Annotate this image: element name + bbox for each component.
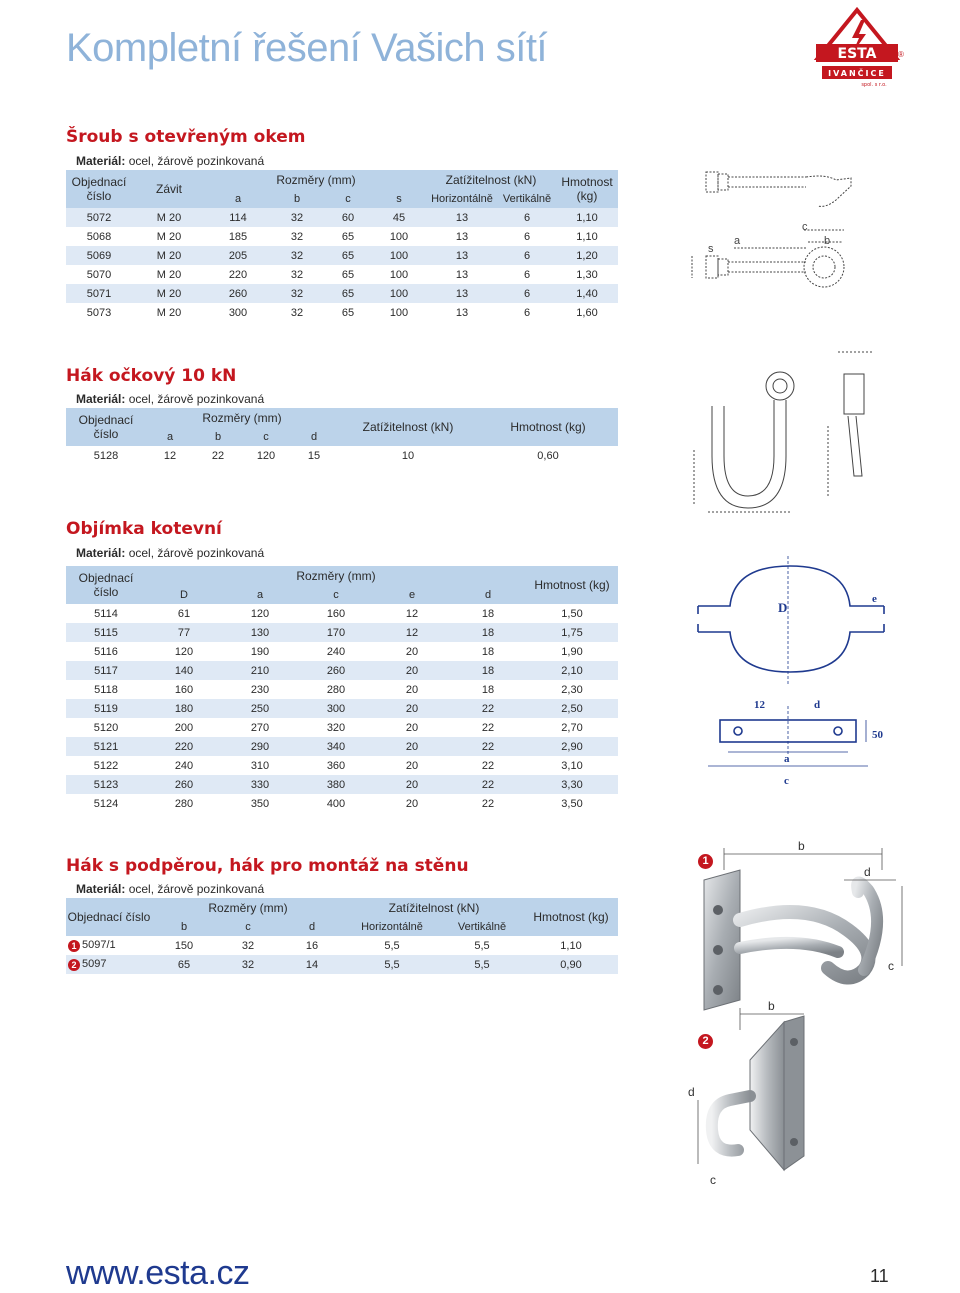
- cell-order: 5119: [66, 699, 146, 718]
- table-cell: 340: [298, 737, 374, 756]
- table-cell: M 20: [132, 246, 206, 265]
- header-order: Objednací číslo: [66, 898, 152, 936]
- table-cell: 100: [372, 284, 426, 303]
- table-cell: 65: [324, 265, 372, 284]
- material-value: ocel, žárově pozinkovaná: [128, 392, 265, 406]
- header-a: a: [146, 427, 194, 446]
- table-row: [66, 227, 618, 246]
- table-objimka: [66, 566, 618, 813]
- table-cell: 205: [206, 246, 270, 265]
- table-cell: 20: [374, 680, 450, 699]
- table-cell: 6: [498, 208, 556, 227]
- table-cell: 130: [222, 623, 298, 642]
- header-c: c: [298, 585, 374, 604]
- table-cell: 200: [146, 718, 222, 737]
- table-cell: 6: [498, 227, 556, 246]
- header-e: e: [374, 585, 450, 604]
- table-hak-podpera: [66, 898, 618, 974]
- cell-horizontal: 5,5: [344, 955, 440, 974]
- badge-2: 2: [68, 959, 80, 971]
- cell-order: 5072: [66, 208, 132, 227]
- header-vertical: Vertikálně: [498, 189, 556, 208]
- header-horizontal: Horizontálně: [426, 189, 498, 208]
- photo1-label-c: c: [888, 959, 894, 973]
- header-order: Objednací číslo: [66, 566, 146, 604]
- cell-order: 5071: [66, 284, 132, 303]
- table-cell: 20: [374, 794, 450, 813]
- photo-badge-1: 1: [698, 854, 713, 869]
- cell-weight: 1,10: [524, 936, 618, 955]
- table-row: [66, 265, 618, 284]
- cell-order: 5097/1: [82, 939, 116, 952]
- table-cell: 120: [242, 446, 290, 465]
- header-load: Zatížitelnost (kN): [426, 170, 556, 189]
- table-cell: 300: [298, 699, 374, 718]
- cell-order: 5120: [66, 718, 146, 737]
- table-cell: 260: [206, 284, 270, 303]
- table-cell: 13: [426, 303, 498, 322]
- table-cell: 22: [450, 794, 526, 813]
- cell-order: 5121: [66, 737, 146, 756]
- material-value: ocel, žárově pozinkovaná: [128, 546, 265, 560]
- table-cell: 32: [270, 227, 324, 246]
- table-cell: 32: [270, 284, 324, 303]
- photo2-label-d: d: [688, 1085, 695, 1099]
- header-vertical: Vertikálně: [440, 917, 524, 936]
- table-cell: 140: [146, 661, 222, 680]
- table-cell: 280: [146, 794, 222, 813]
- table-cell: 330: [222, 775, 298, 794]
- table-cell: 290: [222, 737, 298, 756]
- table-cell: 260: [298, 661, 374, 680]
- table-cell: 3,10: [526, 756, 618, 775]
- table-cell: 1,20: [556, 246, 618, 265]
- cell-order: 5068: [66, 227, 132, 246]
- page-number: 11: [870, 1266, 889, 1286]
- table-cell: 18: [450, 661, 526, 680]
- drawing-label-c: c: [802, 221, 808, 233]
- table-cell: 15: [290, 446, 338, 465]
- table-cell: 380: [298, 775, 374, 794]
- table-cell: 185: [206, 227, 270, 246]
- table-cell: 280: [298, 680, 374, 699]
- cell-c: 32: [216, 936, 280, 955]
- table-hak-podpera-body: [66, 936, 618, 974]
- table-row: [66, 623, 618, 642]
- table-cell: 22: [450, 775, 526, 794]
- table-cell: 2,30: [526, 680, 618, 699]
- table-cell: 6: [498, 303, 556, 322]
- table-cell: 18: [450, 642, 526, 661]
- table-cell: 100: [372, 227, 426, 246]
- table-cell: 18: [450, 623, 526, 642]
- table-cell: 32: [270, 208, 324, 227]
- photo-hak-podpera-2: [680, 1000, 860, 1200]
- table-cell: 2,70: [526, 718, 618, 737]
- table-cell: 250: [222, 699, 298, 718]
- badge-1: 1: [68, 940, 80, 952]
- table-cell: 6: [498, 246, 556, 265]
- drawing-label-b: b: [824, 235, 831, 247]
- table-cell: 22: [450, 718, 526, 737]
- table-row: [66, 661, 618, 680]
- table-cell: 360: [298, 756, 374, 775]
- table-cell: 1,10: [556, 208, 618, 227]
- table-cell: 300: [206, 303, 270, 322]
- photo1-label-b: b: [798, 839, 805, 853]
- table-cell: 350: [222, 794, 298, 813]
- header-a: a: [206, 189, 270, 208]
- cell-order: 5124: [66, 794, 146, 813]
- table-row: [66, 604, 618, 623]
- drawing-label-a: a: [734, 235, 741, 247]
- table-cell: 20: [374, 699, 450, 718]
- section-title-sroub: Šroub s otevřeným okem: [66, 127, 306, 147]
- table-objimka-body: [66, 604, 618, 813]
- table-cell: 170: [298, 623, 374, 642]
- table-cell: 6: [498, 284, 556, 303]
- header-order: Objednací číslo: [66, 170, 132, 208]
- table-row: [66, 955, 618, 974]
- table-cell: 2,50: [526, 699, 618, 718]
- table-cell: 1,10: [556, 227, 618, 246]
- header-d: d: [290, 427, 338, 446]
- esta-logo-graphic: [812, 8, 902, 88]
- objimka-technical-drawing: [694, 556, 894, 796]
- table-cell: 32: [270, 265, 324, 284]
- header-c: c: [216, 917, 280, 936]
- section-title-objimka: Objímka kotevní: [66, 519, 222, 539]
- cell-d: 14: [280, 955, 344, 974]
- header-a: a: [222, 585, 298, 604]
- table-cell: 65: [324, 303, 372, 322]
- table-cell: 190: [222, 642, 298, 661]
- table-cell: 13: [426, 246, 498, 265]
- drawing-hak-ockovy: [688, 346, 888, 516]
- table-cell: 22: [450, 699, 526, 718]
- table-cell: 13: [426, 284, 498, 303]
- photo2-label-b: b: [768, 999, 775, 1013]
- section-title-hak-podpera: Hák s podpěrou, hák pro montáž na stěnu: [66, 856, 469, 876]
- table-row: [66, 642, 618, 661]
- table-cell: 1,75: [526, 623, 618, 642]
- header-b: b: [194, 427, 242, 446]
- cell-order: 5123: [66, 775, 146, 794]
- material-line: [76, 882, 264, 896]
- table-cell: 22: [194, 446, 242, 465]
- header-s: s: [372, 189, 426, 208]
- header-weight: Hmotnost (kg): [524, 898, 618, 936]
- drawing-label-e: e: [872, 593, 877, 605]
- header-dims: Rozměry (mm): [146, 566, 526, 585]
- table-cell: 13: [426, 208, 498, 227]
- drawing-label-50: 50: [872, 729, 883, 741]
- drawing-sroub: [686, 160, 866, 300]
- table-sroub: [66, 170, 618, 322]
- table-cell: 77: [146, 623, 222, 642]
- table-row: [66, 246, 618, 265]
- cell-order: 5073: [66, 303, 132, 322]
- header-horizontal: Horizontálně: [344, 917, 440, 936]
- table-cell: 1,50: [526, 604, 618, 623]
- table-cell: 32: [270, 246, 324, 265]
- cell-vertical: 5,5: [440, 936, 524, 955]
- table-cell: M 20: [132, 303, 206, 322]
- material-value: ocel, žárově pozinkovaná: [128, 154, 265, 168]
- drawing-label-s: s: [708, 243, 714, 255]
- logo-city: IVANČICE: [828, 69, 886, 78]
- header-D: D: [146, 585, 222, 604]
- material-value: ocel, žárově pozinkovaná: [128, 882, 265, 896]
- table-cell: 120: [146, 642, 222, 661]
- table-hak-ockovy: [66, 408, 618, 465]
- header-c: c: [242, 427, 290, 446]
- table-cell: 12: [374, 623, 450, 642]
- cell-order: 5118: [66, 680, 146, 699]
- header-d: d: [450, 585, 526, 604]
- photo2-label-c: c: [710, 1173, 716, 1187]
- photo-badge-2: 2: [698, 1034, 713, 1049]
- table-cell: 310: [222, 756, 298, 775]
- table-cell: M 20: [132, 265, 206, 284]
- table-cell: 60: [324, 208, 372, 227]
- table-cell: 20: [374, 756, 450, 775]
- drawing-label-d: d: [814, 699, 821, 711]
- table-cell: 100: [372, 246, 426, 265]
- table-cell: 1,30: [556, 265, 618, 284]
- table-cell: 65: [324, 246, 372, 265]
- hak-podpera-2-image: [680, 1000, 860, 1200]
- table-cell: 65: [324, 227, 372, 246]
- table-cell: 1,90: [526, 642, 618, 661]
- header-weight: Hmotnost (kg): [478, 408, 618, 446]
- table-cell: 210: [222, 661, 298, 680]
- material-label: Materiál:: [76, 392, 126, 406]
- table-cell: 240: [146, 756, 222, 775]
- table-cell: 160: [298, 604, 374, 623]
- table-cell: 100: [372, 303, 426, 322]
- table-row: [66, 284, 618, 303]
- table-cell: 270: [222, 718, 298, 737]
- page-title: Kompletní řešení Vašich sítí: [66, 26, 548, 70]
- table-cell: 22: [450, 756, 526, 775]
- table-cell: 400: [298, 794, 374, 813]
- cell-d: 16: [280, 936, 344, 955]
- photo-hak-podpera-1: [688, 840, 918, 1010]
- table-row: [66, 775, 618, 794]
- table-cell: 20: [374, 718, 450, 737]
- table-cell: 20: [374, 775, 450, 794]
- table-row: [66, 756, 618, 775]
- logo-brand: ESTA: [837, 46, 877, 62]
- table-cell: 13: [426, 227, 498, 246]
- table-cell: 18: [450, 680, 526, 699]
- cell-b: 150: [152, 936, 216, 955]
- table-row: [66, 936, 618, 955]
- table-row: [66, 794, 618, 813]
- table-cell: 1,60: [556, 303, 618, 322]
- table-cell: 12: [374, 604, 450, 623]
- header-thread: Závit: [132, 170, 206, 208]
- table-cell: 13: [426, 265, 498, 284]
- cell-b: 65: [152, 955, 216, 974]
- table-cell: 3,50: [526, 794, 618, 813]
- table-cell: 10: [338, 446, 478, 465]
- cell-order: 5117: [66, 661, 146, 680]
- table-cell: 180: [146, 699, 222, 718]
- header-dims: Rozměry (mm): [206, 170, 426, 189]
- cell-order: 5070: [66, 265, 132, 284]
- section-title-hak-ockovy: Hák očkový 10 kN: [66, 366, 237, 386]
- cell-weight: 0,90: [524, 955, 618, 974]
- material-label: Materiál:: [76, 546, 126, 560]
- header-dims: Rozměry (mm): [152, 898, 344, 917]
- table-cell: 100: [372, 265, 426, 284]
- table-row: [66, 208, 618, 227]
- table-row: [66, 718, 618, 737]
- material-label: Materiál:: [76, 154, 126, 168]
- table-cell: 32: [270, 303, 324, 322]
- drawing-label-D: D: [778, 600, 788, 615]
- table-cell: 18: [450, 604, 526, 623]
- header-load: Zatížitelnost (kN): [344, 898, 524, 917]
- table-row: [66, 446, 618, 465]
- cell-order: 5128: [66, 446, 146, 465]
- cell-order: 5069: [66, 246, 132, 265]
- drawing-label-a: a: [784, 753, 790, 765]
- cell-order: 5122: [66, 756, 146, 775]
- hak-podpera-1-image: [688, 840, 918, 1010]
- material-line: [76, 392, 264, 406]
- material-line: [76, 154, 264, 168]
- table-cell: 220: [206, 265, 270, 284]
- header-d: d: [280, 917, 344, 936]
- table-cell: 240: [298, 642, 374, 661]
- logo-suffix: spol. s r.o.: [861, 82, 887, 88]
- table-cell: 6: [498, 265, 556, 284]
- table-hak-ockovy-body: [66, 446, 618, 465]
- table-cell: 120: [222, 604, 298, 623]
- table-sroub-body: [66, 208, 618, 322]
- table-row: [66, 699, 618, 718]
- material-line: [76, 546, 264, 560]
- header-dims: Rozměry (mm): [146, 408, 338, 427]
- cell-order: 5097: [82, 958, 107, 971]
- material-label: Materiál:: [76, 882, 126, 896]
- table-cell: 320: [298, 718, 374, 737]
- table-cell: 2,90: [526, 737, 618, 756]
- drawing-label-c: c: [784, 775, 789, 787]
- table-cell: 114: [206, 208, 270, 227]
- hak-ockovy-technical-drawing: [688, 346, 888, 516]
- header-order: Objednací číslo: [66, 408, 146, 446]
- table-cell: 20: [374, 661, 450, 680]
- cell-order: 5114: [66, 604, 146, 623]
- header-weight: Hmotnost (kg): [556, 170, 618, 208]
- header-b: b: [270, 189, 324, 208]
- cell-order: 5115: [66, 623, 146, 642]
- table-cell: 1,40: [556, 284, 618, 303]
- table-cell: 20: [374, 642, 450, 661]
- esta-logo: [812, 8, 902, 88]
- header-load: Zatížitelnost (kN): [338, 408, 478, 446]
- drawing-label-12: 12: [754, 699, 765, 711]
- table-cell: 230: [222, 680, 298, 699]
- table-row: [66, 737, 618, 756]
- table-cell: 22: [450, 737, 526, 756]
- table-cell: 3,30: [526, 775, 618, 794]
- table-cell: 12: [146, 446, 194, 465]
- footer-url[interactable]: www.esta.cz: [66, 1254, 250, 1292]
- table-cell: 220: [146, 737, 222, 756]
- table-cell: 20: [374, 737, 450, 756]
- photo1-label-d: d: [864, 865, 871, 879]
- cell-order: 5116: [66, 642, 146, 661]
- table-cell: 65: [324, 284, 372, 303]
- table-cell: M 20: [132, 284, 206, 303]
- table-cell: 0,60: [478, 446, 618, 465]
- header-b: b: [152, 917, 216, 936]
- table-cell: M 20: [132, 227, 206, 246]
- table-cell: 160: [146, 680, 222, 699]
- cell-c: 32: [216, 955, 280, 974]
- table-cell: 260: [146, 775, 222, 794]
- table-row: [66, 680, 618, 699]
- cell-horizontal: 5,5: [344, 936, 440, 955]
- header-weight: Hmotnost (kg): [526, 566, 618, 604]
- header-c: c: [324, 189, 372, 208]
- table-cell: 61: [146, 604, 222, 623]
- table-cell: M 20: [132, 208, 206, 227]
- drawing-objimka: [694, 556, 894, 796]
- table-cell: 45: [372, 208, 426, 227]
- sroub-technical-drawing: [686, 160, 866, 300]
- table-cell: 2,10: [526, 661, 618, 680]
- cell-vertical: 5,5: [440, 955, 524, 974]
- table-row: [66, 303, 618, 322]
- logo-registered: ®: [898, 50, 904, 59]
